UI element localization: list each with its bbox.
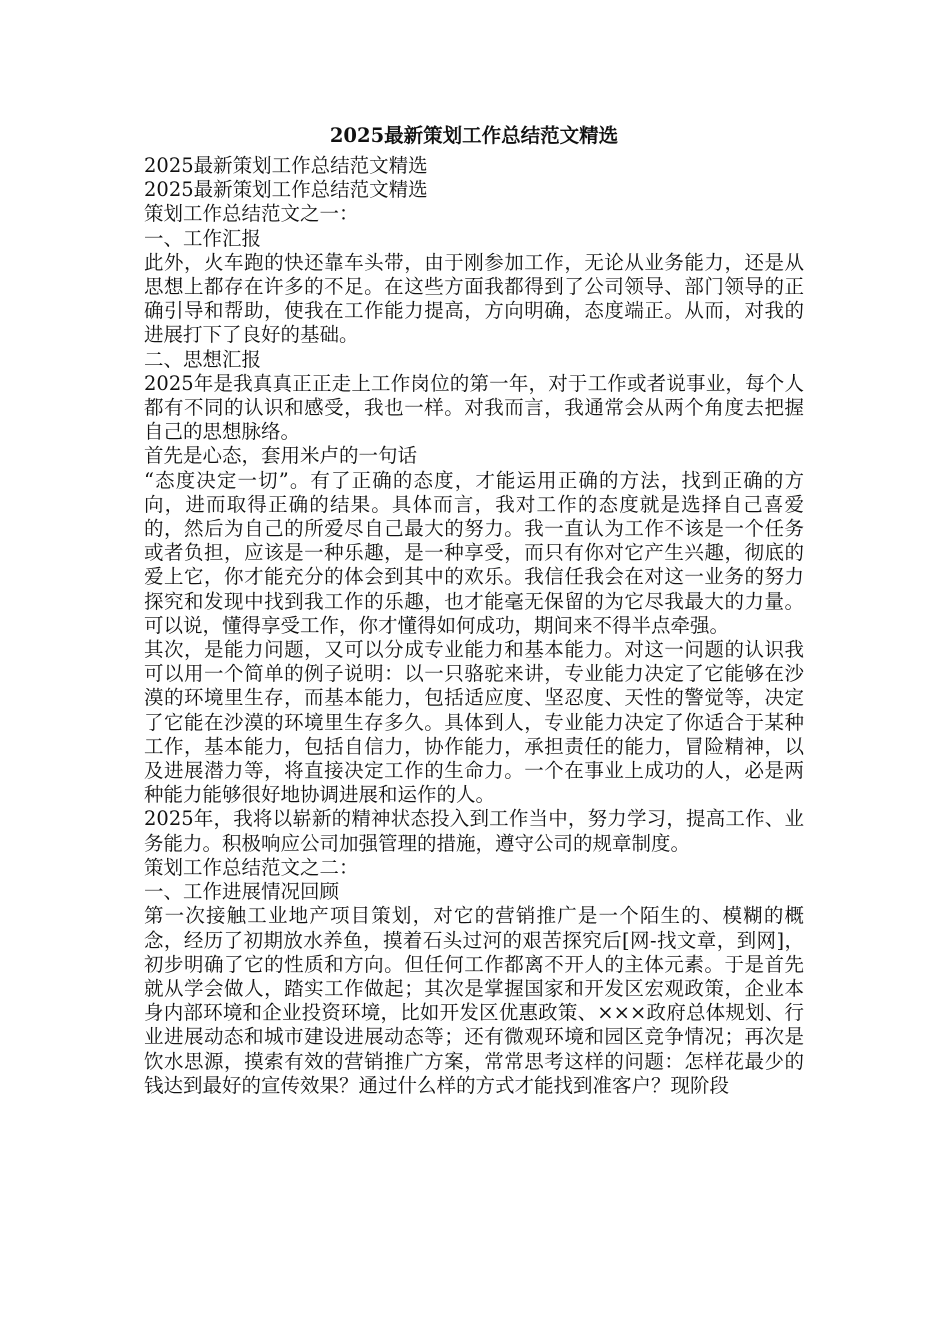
section-heading-work-report: 一、工作汇报 [144, 226, 262, 250]
section-heading-progress-review: 一、工作进展情况回顾 [144, 880, 340, 904]
paragraph-progress-review: 第一次接触工业地产项目策划，对它的营销推广是一个陌生的、模糊的概念，经历了初期放水养鱼，摸着石头过河的艰苦探究后[网-找文章，到网]，初步明确了它的性质和方向。但任何工作都离不开人的主体元素。于是首先就从学会做人，踏实工作做起；其次是掌握国家和开发区宏观政策，企业本身内部环境和企业投资环境，比如开发区优惠政策、×××政府总体规划、行业进展动态和城市建设进展动态等；还有微观环境和园区竞争情况；再次是饮水思源，摸索有效的营销推广方案，常常思考这样的问题：怎样花最少的钱达到最好的宣传效果？通过什么样的方式才能找到准客户？现阶段 [144, 904, 804, 1097]
document-body [144, 122, 804, 1098]
paragraph-attitude-intro: 首先是心态，套用米卢的一句话 [144, 444, 418, 468]
section-heading-thought-report: 二、思想汇报 [144, 347, 262, 371]
paragraph-work-report: 此外，火车跑的快还靠车头带，由于刚参加工作，无论从业务能力，还是从思想上都存在许多的不足。在这些方面我都得到了公司领导、部门领导的正确引导和帮助，使我在工作能力提高，方向明确，态度端正。从而，对我的进展打下了良好的基础。 [144, 250, 804, 347]
paragraph-plan-2025: 2025年，我将以崭新的精神状态投入到工作当中，努力学习，提高工作、业务能力。积极响应公司加强管理的措施，遵守公司的规章制度。 [144, 807, 804, 855]
subtitle-line-1: 2025最新策划工作总结范文精选 [144, 154, 428, 177]
paragraph-thought-report: 2025年是我真真正正走上工作岗位的第一年，对于工作或者说事业，每个人都有不同的认识和感受，我也一样。对我而言，我通常会从两个角度去把握自己的思想脉络。 [144, 371, 804, 444]
document-title: 2025最新策划工作总结范文精选 [329, 124, 619, 147]
subtitle-line-2: 2025最新策划工作总结范文精选 [144, 178, 428, 202]
paragraph-attitude: “态度决定一切”。有了正确的态度，才能运用正确的方法，找到正确的方向，进而取得正确的结果。具体而言，我对工作的态度就是选择自己喜爱的，然后为自己的所爱尽自己最大的努力。我一直认为工作不该是一个任务或者负担，应该是一种乐趣，是一种享受，而只有你对它产生兴趣，彻底的爱上它，你才能充分的体会到其中的欢乐。我信任我会在对这一业务的努力探究和发现中找到我工作的乐趣，也才能毫无保留的为它尽我最大的力量。可以说，懂得享受工作，你才懂得如何成功，期间来不得半点牵强。 [144, 468, 804, 637]
section-heading-essay-one: 策划工作总结范文之一： [144, 202, 359, 226]
paragraph-ability: 其次，是能力问题，又可以分成专业能力和基本能力。对这一问题的认识我可以用一个简单的例子说明：以一只骆驼来讲，专业能力决定了它能够在沙漠的环境里生存，而基本能力，包括适应度、坚忍度、天性的警觉等，决定了它能在沙漠的环境里生存多久。具体到人，专业能力决定了你适合于某种工作，基本能力，包括自信力，协作能力，承担责任的能力，冒险精神，以及进展潜力等，将直接决定工作的生命力。一个在事业上成功的人，必是两种能力能够很好地协调进展和运作的人。 [144, 638, 804, 807]
section-heading-essay-two: 策划工作总结范文之二： [144, 855, 359, 879]
